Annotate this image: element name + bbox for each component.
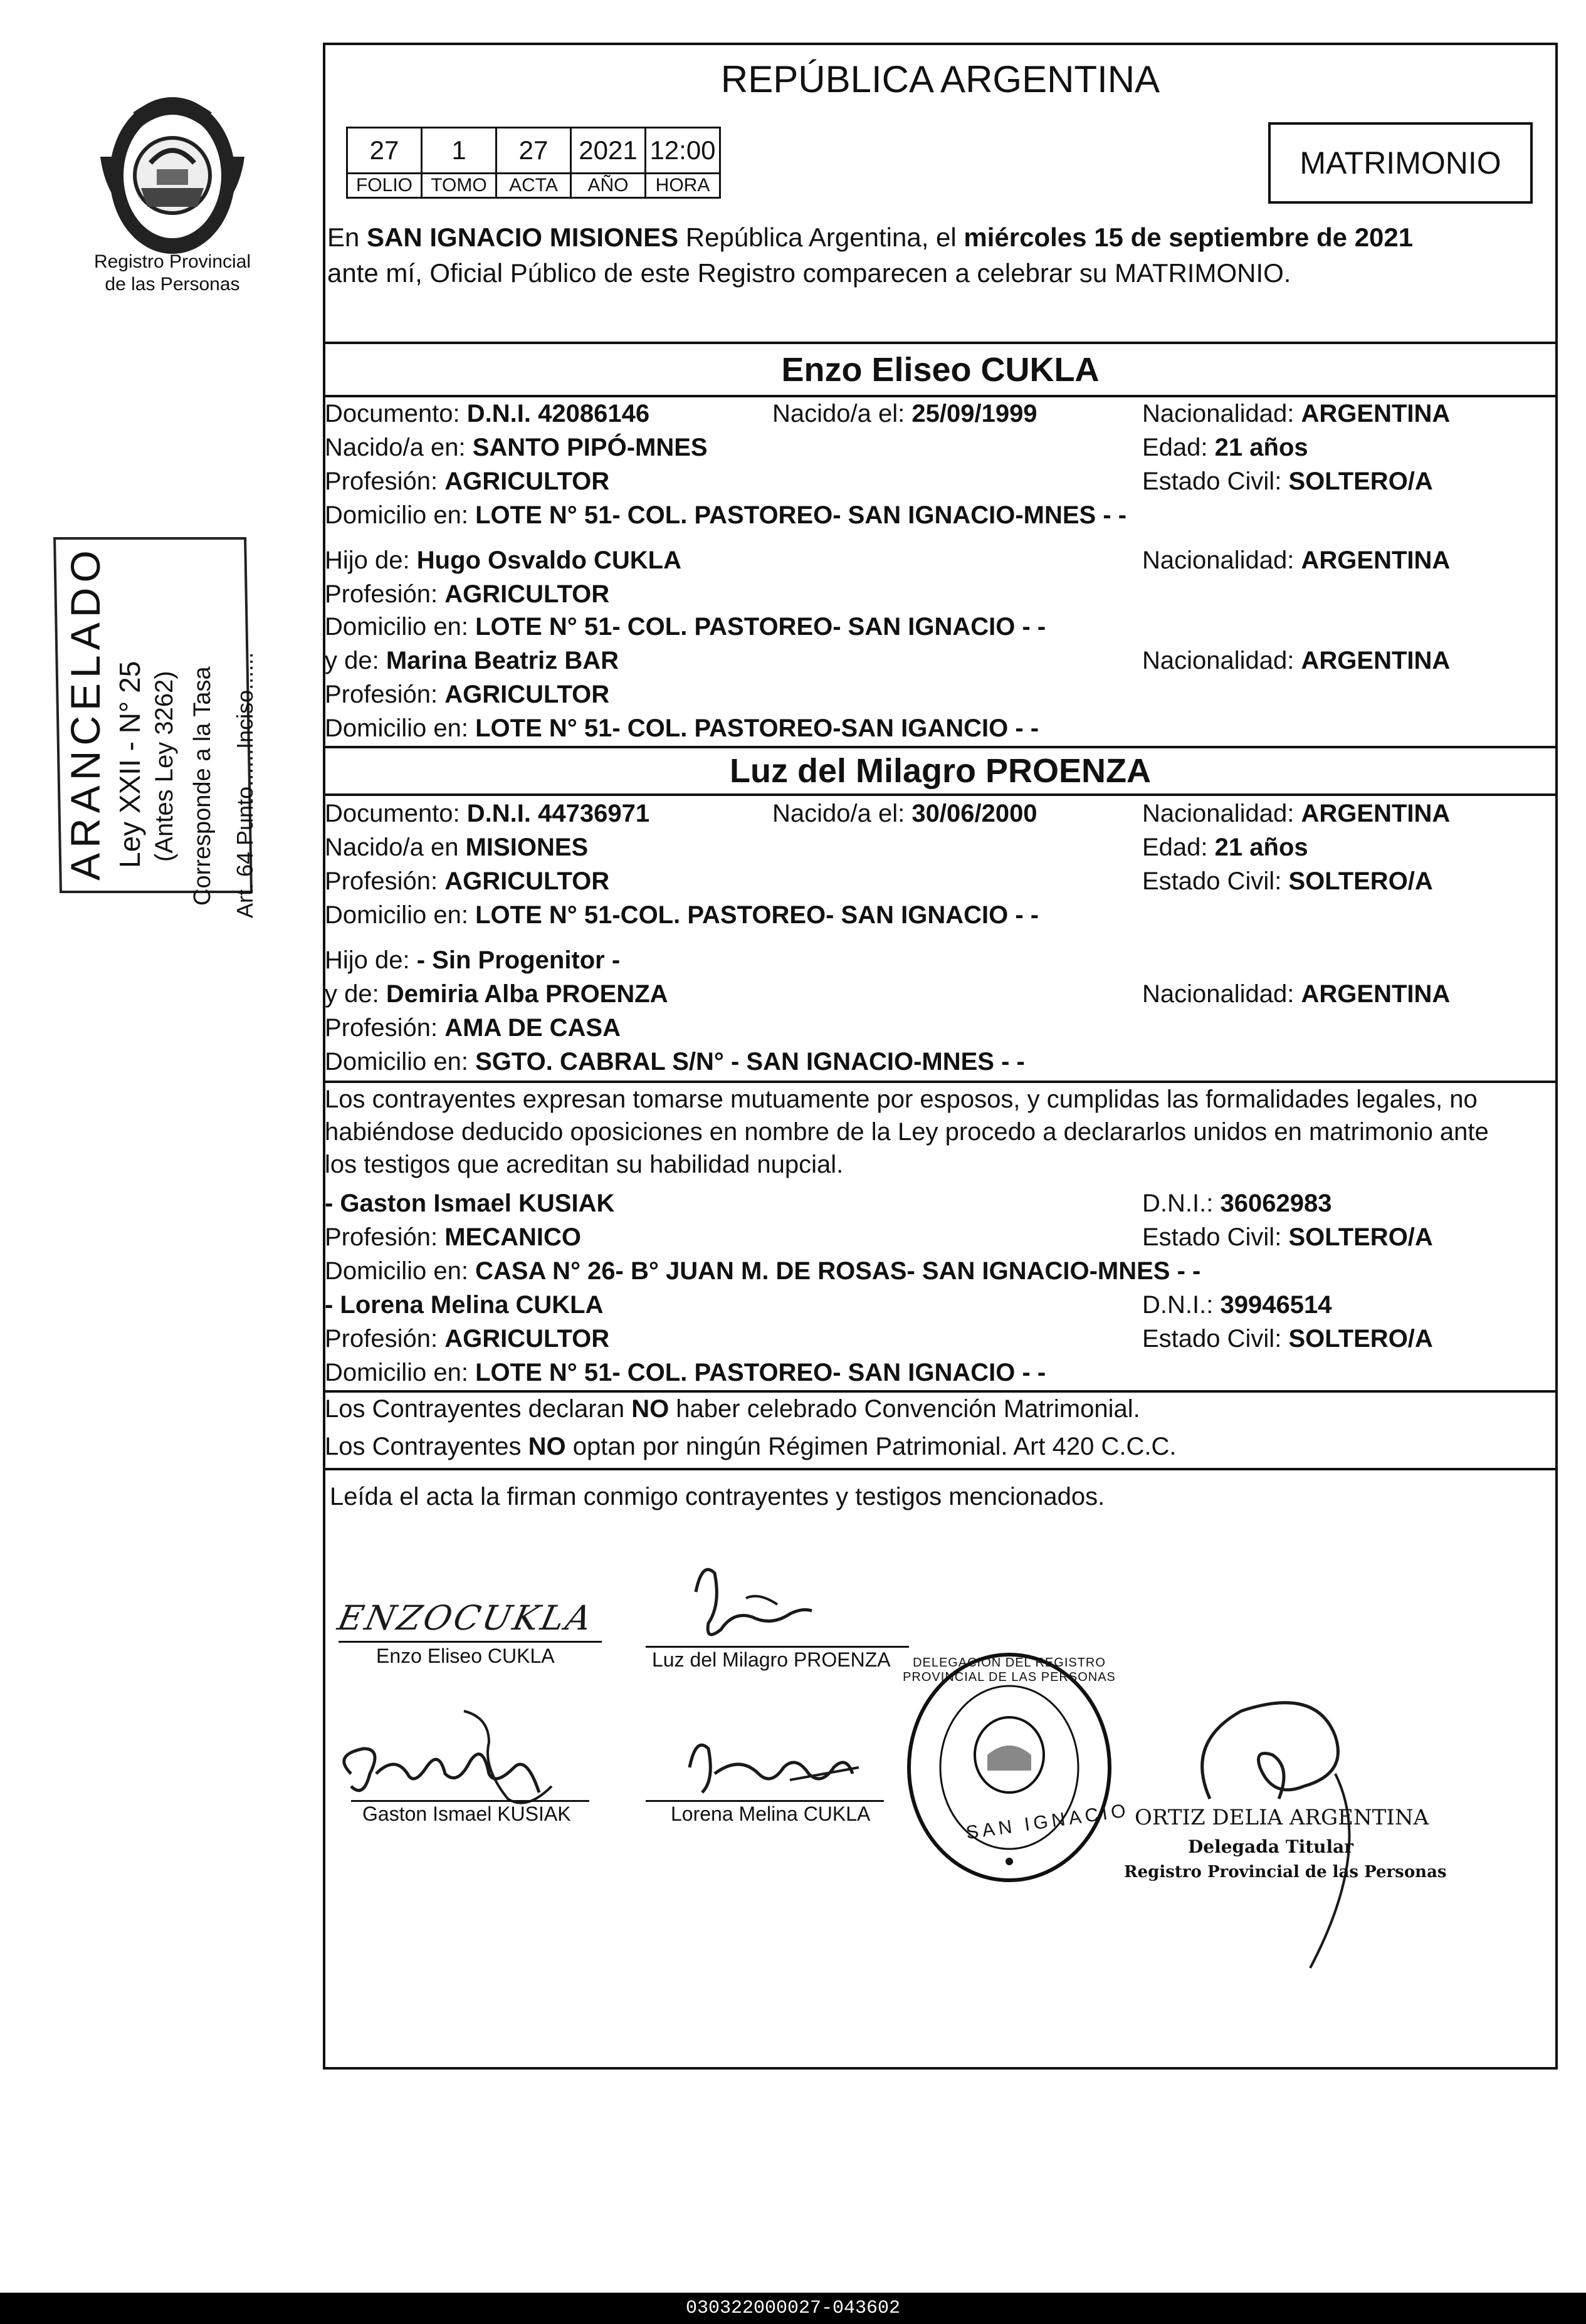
page-title: REPÚBLICA ARGENTINA — [720, 58, 1160, 100]
spouse2-profession: Profesión: AGRICULTOR — [325, 867, 610, 895]
spouse1-address: Domicilio en: LOTE N° 51- COL. PASTOREO- SAN IGNACIO-MNES - - — [325, 501, 1127, 529]
witness2-profession: Profesión: AGRICULTOR — [325, 1325, 610, 1353]
spouse1-profession: Profesión: AGRICULTOR — [325, 468, 610, 495]
logo-caption: Registro Provincial de las Personas — [93, 251, 251, 295]
arancelado-stamp — [44, 511, 295, 918]
official-name: ORTIZ DELIA ARGENTINA — [1135, 1805, 1429, 1830]
witness2-civil: Estado Civil: SOLTERO/A — [1142, 1325, 1433, 1353]
spouse2-father: Hijo de: - Sin Progenitor - — [325, 946, 621, 974]
spouse1-doc: Documento: D.N.I. 42086146 — [325, 400, 650, 427]
stamp-art: Art. 64 Punto......Inciso...... — [232, 652, 258, 918]
hora-value: 12:00 — [646, 128, 720, 174]
witness2-name: - Lorena Melina CUKLA — [325, 1291, 604, 1319]
witness1-name: - Gaston Ismael KUSIAK — [325, 1190, 615, 1217]
spouse2-age: Edad: 21 años — [1142, 834, 1308, 861]
spouse2-mother: y de: Demiria Alba PROENZA — [325, 980, 668, 1008]
stamp-tasa: Corresponde a la Tasa — [189, 666, 216, 906]
witness1-civil: Estado Civil: SOLTERO/A — [1142, 1223, 1433, 1251]
spouse2-mother-nationality: Nacionalidad: ARGENTINA — [1142, 980, 1451, 1008]
stamp-law-prev: (Antes Ley 3262) — [150, 671, 178, 862]
acta-caption: ACTA — [496, 174, 571, 198]
witness2-address: Domicilio en: LOTE N° 51- COL. PASTOREO- SAN IGNACIO - - — [325, 1359, 1046, 1386]
spouse1-civil: Estado Civil: SOLTERO/A — [1142, 468, 1433, 495]
act-type-box — [1268, 122, 1533, 204]
declaration-line3: los testigos que acreditan su habilidad nupcial. — [325, 1151, 844, 1178]
spouse2-name: Luz del Milagro PROENZA — [729, 752, 1152, 790]
intro-line1: En SAN IGNACIO MISIONES República Argentina, el miércoles 15 de septiembre de 2021 — [327, 222, 1414, 252]
anio-caption: AÑO — [571, 174, 646, 198]
province-logo — [94, 81, 251, 263]
spouse2-civil: Estado Civil: SOLTERO/A — [1142, 867, 1433, 895]
folio-caption: FOLIO — [347, 174, 422, 198]
spouse1-mother-profession: Profesión: AGRICULTOR — [325, 681, 610, 708]
regime-line2: Los Contrayentes NO optan por ningún Régimen Patrimonial. Art 420 C.C.C. — [325, 1433, 1177, 1460]
spouse1-nationality: Nacionalidad: ARGENTINA — [1142, 400, 1451, 427]
spouse1-name: Enzo Eliseo CUKLA — [781, 351, 1100, 389]
seal-inner-text: SAN IGNACIO — [964, 1799, 1131, 1844]
folio-value: 27 — [347, 128, 422, 174]
stamp-title: ARANCELADO — [62, 545, 108, 881]
signature-2-caption: Luz del Milagro PROENZA — [652, 1648, 891, 1671]
stamp-law: Ley XXII - N° 25 — [113, 661, 146, 868]
spouse1-born: Nacido/a el: 25/09/1999 — [772, 400, 1037, 427]
hora-caption: HORA — [646, 174, 720, 198]
spouse1-father-nationality: Nacionalidad: ARGENTINA — [1142, 547, 1451, 574]
spouse2-address: Domicilio en: LOTE N° 51-COL. PASTOREO- SAN IGNACIO - - — [325, 901, 1039, 929]
spouse2-doc: Documento: D.N.I. 44736971 — [325, 800, 650, 827]
spouse1-father-address: Domicilio en: LOTE N° 51- COL. PASTOREO- SAN IGNACIO - - — [325, 613, 1046, 641]
tomo-value: 1 — [422, 128, 496, 174]
signature-2-icon — [677, 1554, 827, 1655]
signature-4-icon — [677, 1730, 865, 1811]
witness1-address: Domicilio en: CASA N° 26- B° JUAN M. DE ROSAS- SAN IGNACIO-MNES - - — [325, 1257, 1201, 1285]
spouse2-mother-profession: Profesión: AMA DE CASA — [325, 1014, 621, 1042]
spouse2-nationality: Nacionalidad: ARGENTINA — [1142, 800, 1451, 827]
spouse1-mother: y de: Marina Beatriz BAR — [325, 647, 619, 674]
witness1-dni: D.N.I.: 36062983 — [1142, 1190, 1332, 1217]
regime-line1: Los Contrayentes declaran NO haber celebrado Convención Matrimonial. — [325, 1395, 1140, 1423]
seal-ring-text: DELEGACION DEL REGISTRO PROVINCIAL DE LAS PERSONAS — [903, 1656, 1116, 1684]
declaration-line1: Los contrayentes expresan tomarse mutuamente por esposos, y cumplidas las formalidades legales, no — [325, 1086, 1478, 1113]
signature-1-caption: Enzo Eliseo CUKLA — [376, 1645, 555, 1667]
spouse1-birthplace: Nacido/a en: SANTO PIPÓ-MNES — [325, 434, 708, 461]
official-title: Delegada Titular — [1188, 1836, 1354, 1857]
declaration-line2: habiéndose deducido oposiciones en nombre de la Ley procedo a declararlos unidos en matrimonio ante — [325, 1118, 1489, 1146]
signature-4-caption: Lorena Melina CUKLA — [671, 1803, 871, 1825]
intro-line2: ante mí, Oficial Público de este Registro comparecen a celebrar su MATRIMONIO. — [327, 258, 1291, 288]
closing-text: Leída el acta la firman conmigo contrayentes y testigos mencionados. — [330, 1483, 1105, 1510]
official-office: Registro Provincial de las Personas — [1124, 1863, 1447, 1882]
spouse2-birthplace: Nacido/a en MISIONES — [325, 834, 589, 861]
spouse2-born: Nacido/a el: 30/06/2000 — [772, 800, 1037, 827]
witness1-profession: Profesión: MECANICO — [325, 1223, 582, 1251]
witness2-dni: D.N.I.: 39946514 — [1142, 1291, 1332, 1319]
spouse2-mother-address: Domicilio en: SGTO. CABRAL S/N° - SAN IGNACIO-MNES - - — [325, 1048, 1025, 1076]
spouse1-age: Edad: 21 años — [1142, 434, 1308, 461]
act-type: MATRIMONIO — [1300, 145, 1501, 181]
coat-of-arms-icon — [94, 81, 251, 263]
signature-1-script: ENZOCUKLA — [334, 1598, 598, 1638]
acta-value: 27 — [496, 128, 571, 174]
spouse1-mother-nationality: Nacionalidad: ARGENTINA — [1142, 647, 1451, 674]
anio-value: 2021 — [571, 128, 646, 174]
registry-table — [346, 127, 721, 199]
document-code: 030322000027-043602 — [0, 2293, 1586, 2324]
spouse1-father: Hijo de: Hugo Osvaldo CUKLA — [325, 547, 681, 574]
signature-3-caption: Gaston Ismael KUSIAK — [362, 1803, 571, 1825]
spouse1-father-profession: Profesión: AGRICULTOR — [325, 580, 610, 608]
tomo-caption: TOMO — [422, 174, 496, 198]
spouse1-mother-address: Domicilio en: LOTE N° 51- COL. PASTOREO-SAN IGANCIO - - — [325, 714, 1039, 742]
